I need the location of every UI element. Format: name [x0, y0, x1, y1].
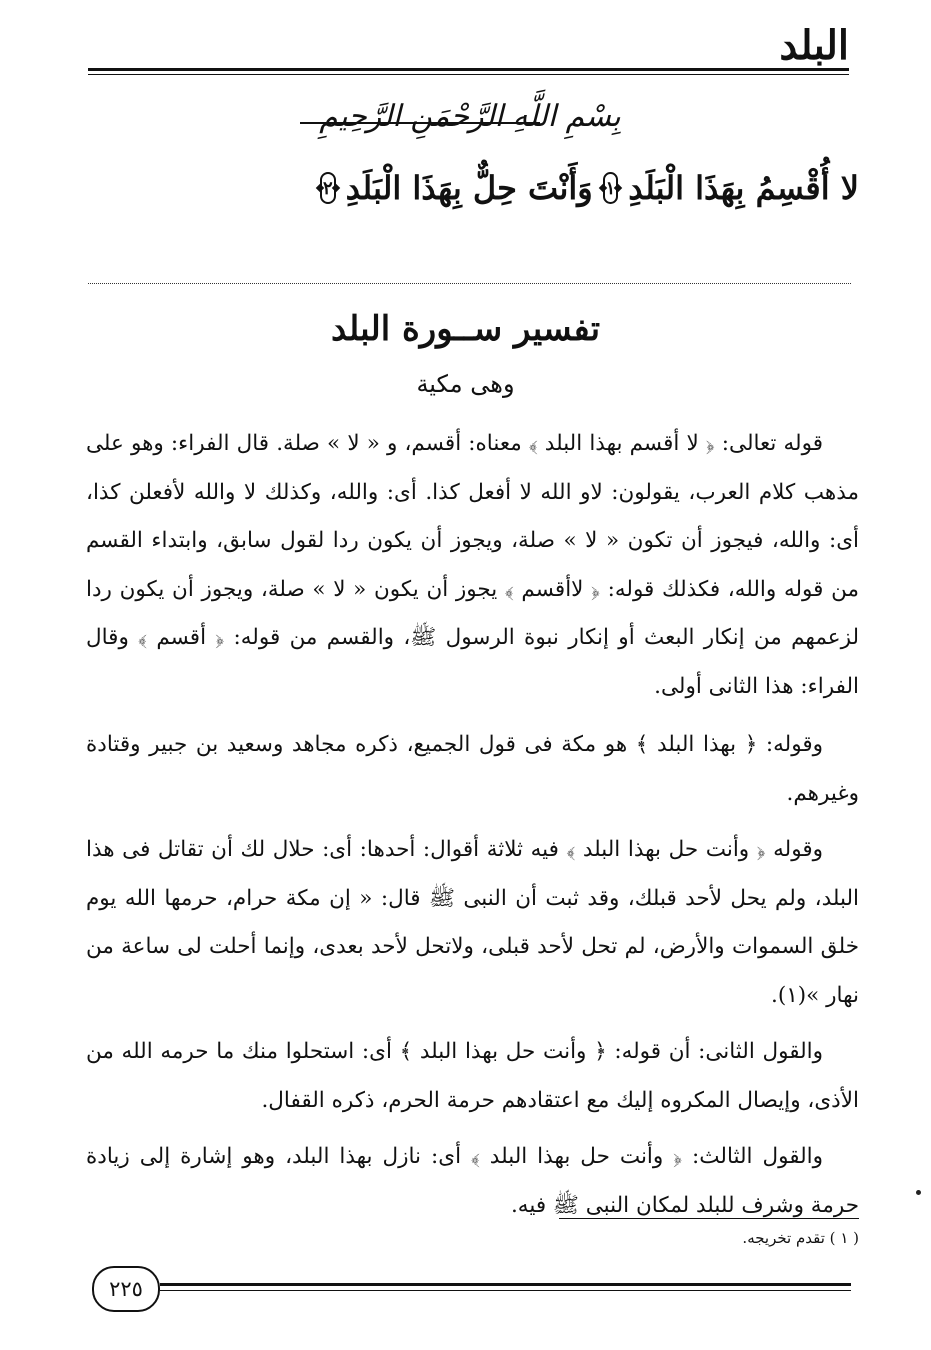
basmala-stroke	[300, 122, 540, 124]
section-subtitle: وهى مكية	[416, 370, 515, 398]
section-title: تفسير ســورة البلد	[330, 309, 601, 349]
header-rule-thin	[88, 74, 849, 75]
basmala-calligraphy: بِسْمِ اللَّهِ الرَّحْمَنِ الرَّحِيمِ	[319, 99, 621, 134]
footnote-divider	[559, 1218, 859, 1219]
paragraph: وقوله ﴿ وأنت حل بهذا البلد ﴾ فيه ثلاثة أقوال: أحدها: أى: حلال لك أن تقاتل فى هذا البلد، ولم يحل لأحد قبلك، وقد ثبت أن النبى ﷺ قال: « إن مكة حرام، حرمها الله يوم خلق السموات والأرض، لم تحل لأحد قبلى، ولاتحل لأحد بعدى، وإنما أحلت لى ساعة من نهار »(١).	[86, 837, 859, 1008]
dotted-divider	[88, 283, 851, 284]
paragraph: وقوله: ﴿ بهذا البلد ﴾ هو مكة فى قول الجميع، ذكره مجاهد وسعيد بن جبير وقتادة وغيرهم.	[86, 732, 859, 806]
margin-dot	[916, 1190, 921, 1195]
paragraph: والقول الثالث: ﴿ وأنت حل بهذا البلد ﴾ أى: نازل بهذا البلد، وهو إشارة إلى زيادة حرمة وشرف للبلد لمكان النبى ﷺ فيه.	[86, 1144, 859, 1218]
ayah-1-marker: ١	[603, 172, 619, 204]
ayah-2-marker: ٢	[320, 172, 336, 204]
ayah-2-text: وَأَنْتَ حِلٌّ بِهَذَا الْبَلَدِ	[345, 169, 593, 207]
tafsir-body	[86, 420, 859, 1238]
footer-rule-thick	[160, 1283, 851, 1286]
paragraph: قوله تعالى: ﴿ لا أقسم بهذا البلد ﴾ معناه: أقسم، و « لا » صلة. قال الفراء: وهو على مذهب كلام العرب، يقولون: لاو الله لا أفعل كذا. أى: والله، وكذلك لا والله لأفعلن كذا، أى: والله، فيجوز أن تكون « لا » صلة، ويجوز أن يكون ردا لقول سابق، وابتداء القسم من قوله والله، فكذلك قوله: ﴿ لاأقسم ﴾ يجوز أن يكون « لا » صلة، ويجوز أن يكون ردا لزعمهم من إنكار البعث أو إنكار نبوة الرسول ﷺ، والقسم من قوله: ﴿ أقسم ﴾ وقال الفراء: هذا الثانى أولى.	[86, 431, 859, 699]
paragraph: والقول الثانى: أن قوله: ﴿ وأنت حل بهذا البلد ﴾ أى: استحلوا منك ما حرمه الله من الأذى، وإيصال المكروه إليك مع اعتقادهم حرمة الحرم، ذكره القفال.	[86, 1039, 859, 1113]
quran-verse-line	[320, 160, 859, 216]
header-rule-thick	[88, 68, 849, 71]
footnote: ( ١ ) تقدم تخريجه.	[742, 1229, 859, 1247]
surah-header-title: البلد	[779, 22, 849, 69]
ayah-1-text: لا أُقْسِمُ بِهَذَا الْبَلَدِ	[628, 169, 859, 207]
page-number: ٢٢٥	[92, 1266, 160, 1312]
footer-rule-thin	[160, 1290, 851, 1291]
